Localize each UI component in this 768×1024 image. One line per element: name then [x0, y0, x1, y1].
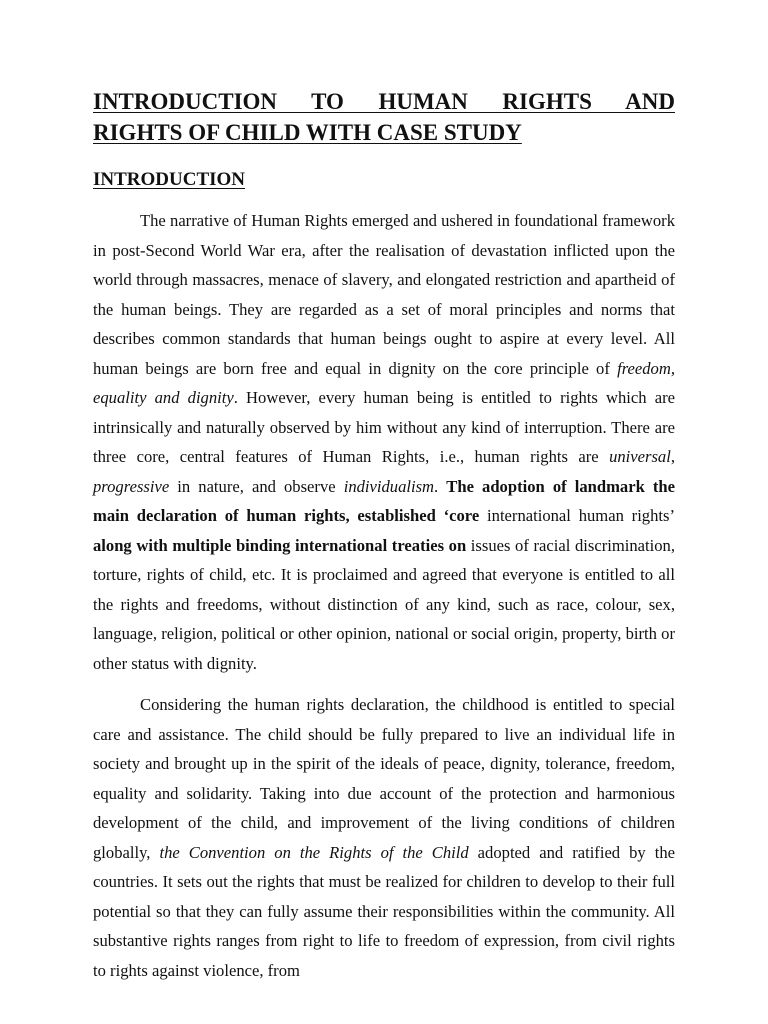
document-title: [93, 86, 675, 148]
p1-bold-1: The adoption of landmark the main declaration of human rights, established ‘core: [93, 476, 676, 525]
paragraph-1: [93, 206, 675, 678]
title-line-2: RIGHTS OF CHILD WITH CASE STUDY: [93, 120, 522, 145]
p1-comma: ,: [670, 447, 675, 466]
p1-text-3: in nature, and observe: [169, 476, 344, 496]
p2-text-1: Considering the human rights declaration, the childhood is entitled to special care and assistance. The child should be fully prepared to live an individual life in society and brought up in the spirit of the ideals of peace, dignity, tolerance, freedom, equality and solidarity. Taking into due account of the protection and harmonious development of the child, and improvement of the living conditions of children globally,: [93, 695, 675, 862]
p1-text-4: .: [434, 476, 447, 496]
p1-italic-progressive: progressive: [93, 476, 170, 496]
p1-text-1: The narrative of Human Rights emerged and ushered in foundational framework in post-Second World War era, after the realisation of devastation inflicted upon the world through massacres, menace of slavery, and elongated restriction and apartheid of the human beings. They are regarded as a set of moral principles and norms that describes common standards that human beings ought to aspire at every level. All human beings are born free and equal in dignity on the core principle of: [93, 211, 675, 378]
p1-text-5: international human rights’: [479, 506, 675, 525]
p1-bold-2: along with multiple binding international treaties on: [93, 535, 467, 555]
p1-italic-universal: universal: [609, 447, 671, 466]
paragraph-2: [93, 690, 675, 985]
p2-italic-convention: the Convention on the Rights of the Child: [159, 842, 469, 862]
title-line-1: INTRODUCTION TO HUMAN RIGHTS AND: [93, 89, 675, 114]
p1-italic-freedom: freedom, equality and dignity: [93, 358, 675, 407]
p1-italic-individualism: individualism: [343, 476, 435, 496]
section-heading: INTRODUCTION: [93, 169, 246, 190]
p1-text-6: issues of racial discrimination, torture, rights of child, etc. It is proclaimed and agreed that everyone is entitled to all the rights and freedoms, without distinction of any kind, such as race, colour, sex, language, religion, political or other opinion, national or social origin, property, birth or other status with dignity.: [93, 535, 675, 673]
p2-text-2: adopted and ratified by the countries. It sets out the rights that must be realized for children to develop to their full potential so that they can fully assume their responsibilities within the community. All substantive rights ranges from right to life to freedom of expression, from civil rights to rights against violence, from: [93, 842, 675, 980]
document-page: [93, 86, 675, 985]
p1-text-2: . However, every human being is entitled to rights which are intrinsically and naturally observed by him without any kind of interruption. There are three core, central features of Human Rights, i.e., human rights are: [93, 388, 675, 466]
